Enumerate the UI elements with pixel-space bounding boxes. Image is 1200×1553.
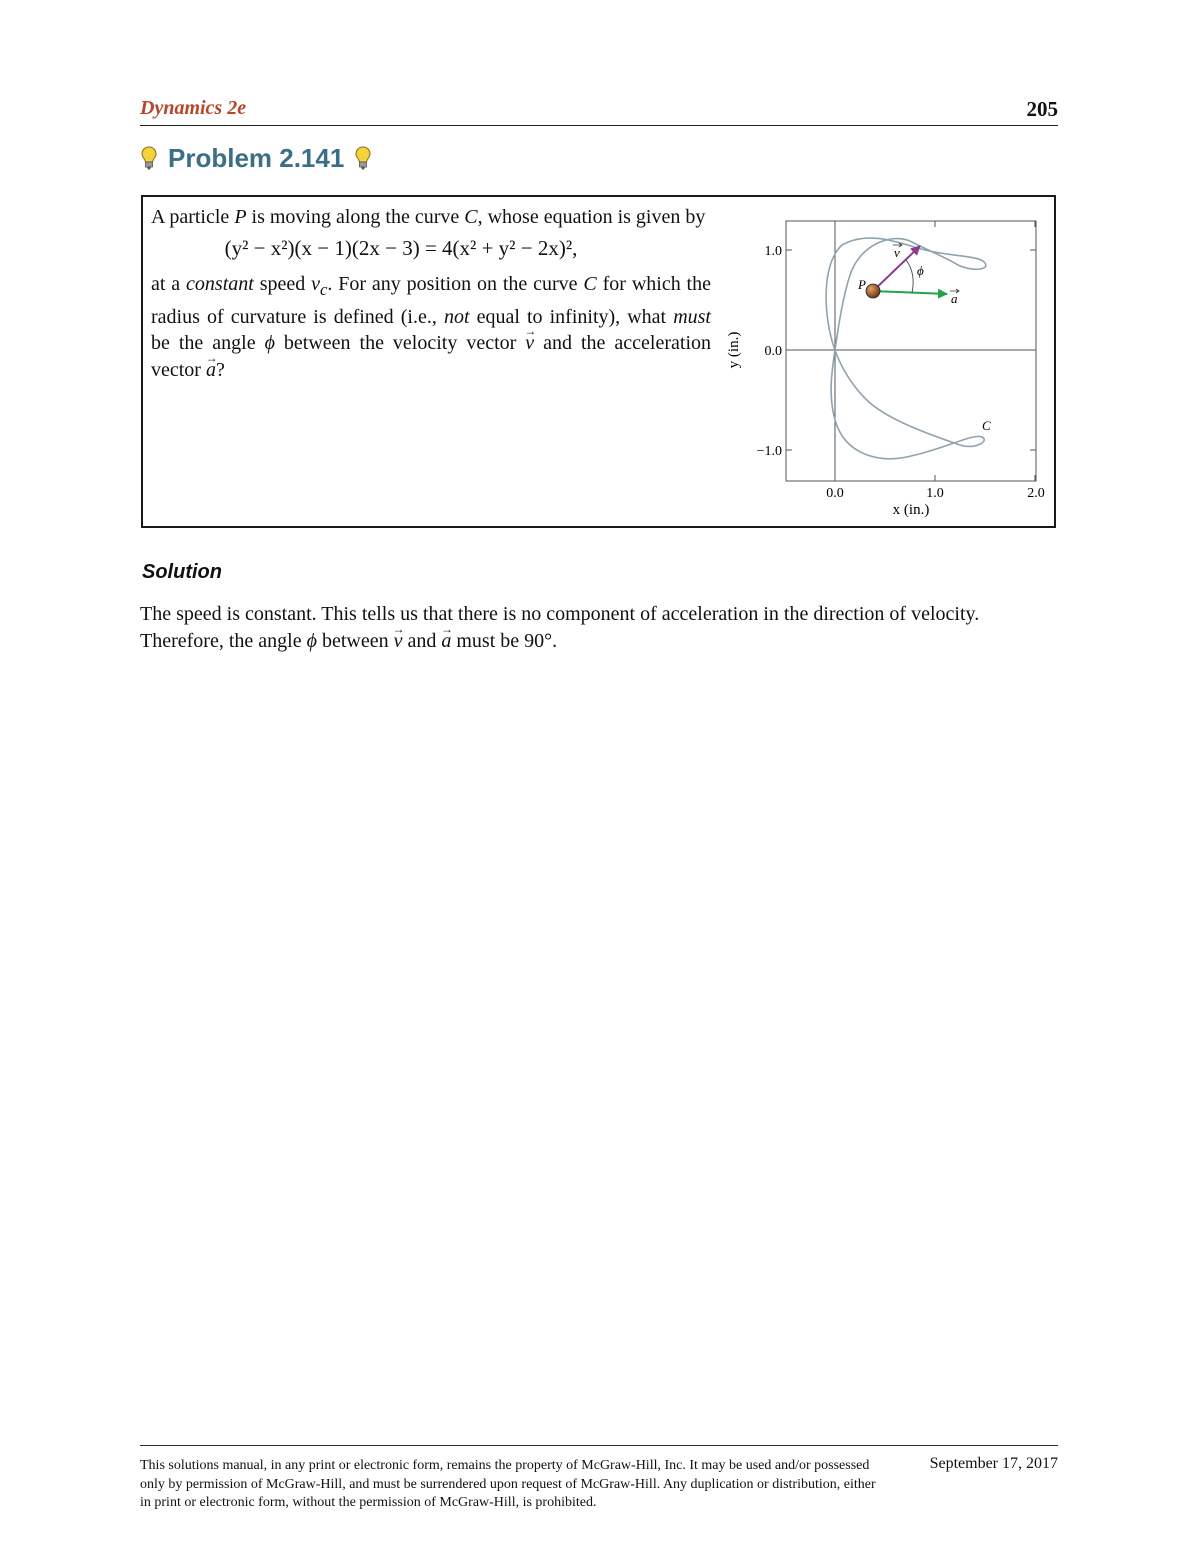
- curve-label: C: [982, 418, 991, 433]
- acceleration-label: a: [951, 291, 958, 306]
- y-tick-label: −1.0: [756, 444, 782, 459]
- solution-line-2: Therefore, the angle ϕ between v → and a → must be 90°.: [140, 628, 1065, 655]
- page-number: 205: [1026, 97, 1058, 121]
- statement-intro: A particle P is moving along the curve C, whose equation is given by: [151, 206, 706, 228]
- footer-date: September 17, 2017: [929, 1455, 1058, 1472]
- lightbulb-icon: [140, 145, 158, 171]
- y-tick-label: 1.0: [764, 244, 782, 259]
- y-tick-label: 0.0: [764, 344, 782, 359]
- x-tick-label: 1.0: [926, 486, 944, 501]
- phi-label: ϕ: [917, 263, 924, 278]
- velocity-label: v: [894, 245, 900, 260]
- x-tick-label: 0.0: [826, 486, 844, 501]
- book-title: Dynamics 2e: [140, 97, 247, 119]
- problem-title-text: Problem 2.141: [168, 142, 345, 173]
- header-rule: [140, 125, 1058, 126]
- solution-heading: Solution: [142, 561, 222, 583]
- curve-figure: [720, 205, 1055, 523]
- particle-label: P: [858, 277, 866, 292]
- problem-title: [140, 140, 372, 176]
- plot-frame: [786, 221, 1036, 481]
- lightbulb-icon: [354, 145, 372, 171]
- particle: [866, 284, 880, 298]
- y-axis-label: y (in.): [726, 331, 742, 369]
- angle-arc: [906, 260, 913, 293]
- curve-equation: (y² − x²)(x − 1)(2x − 3) = 4(x² + y² − 2x)²,: [224, 235, 578, 260]
- curve-c: [826, 238, 986, 459]
- statement-question: at a constant speed $v_c$. For any position on the curve C for which the radius of curvature is defined (i.e., not equal to infinity), what must be the angle ϕ between the velocity vector v → and the acceleration vector a →?: [151, 271, 711, 383]
- solution-line-1: The speed is constant. This tells us that there is no component of acceleration in the direction of velocity.: [140, 603, 980, 625]
- footer-rule: [140, 1445, 1058, 1446]
- solution-text: [140, 601, 1065, 655]
- x-tick-label: 2.0: [1027, 486, 1045, 501]
- x-axis-label: x (in.): [892, 502, 930, 518]
- acceleration-vector: [873, 291, 947, 294]
- problem-statement: [151, 204, 711, 383]
- copyright-notice: This solutions manual, in any print or electronic form, remains the property of McGraw-Hill, Inc. It may be used and/or possessed only by permission of McGraw-Hill, and must be surrendered upon request of McGraw-Hill. Any duplication or distribution, either in print or electronic form, without the permission of McGraw-Hill, is prohibited.: [140, 1458, 876, 1510]
- tick-marks: [786, 221, 1036, 481]
